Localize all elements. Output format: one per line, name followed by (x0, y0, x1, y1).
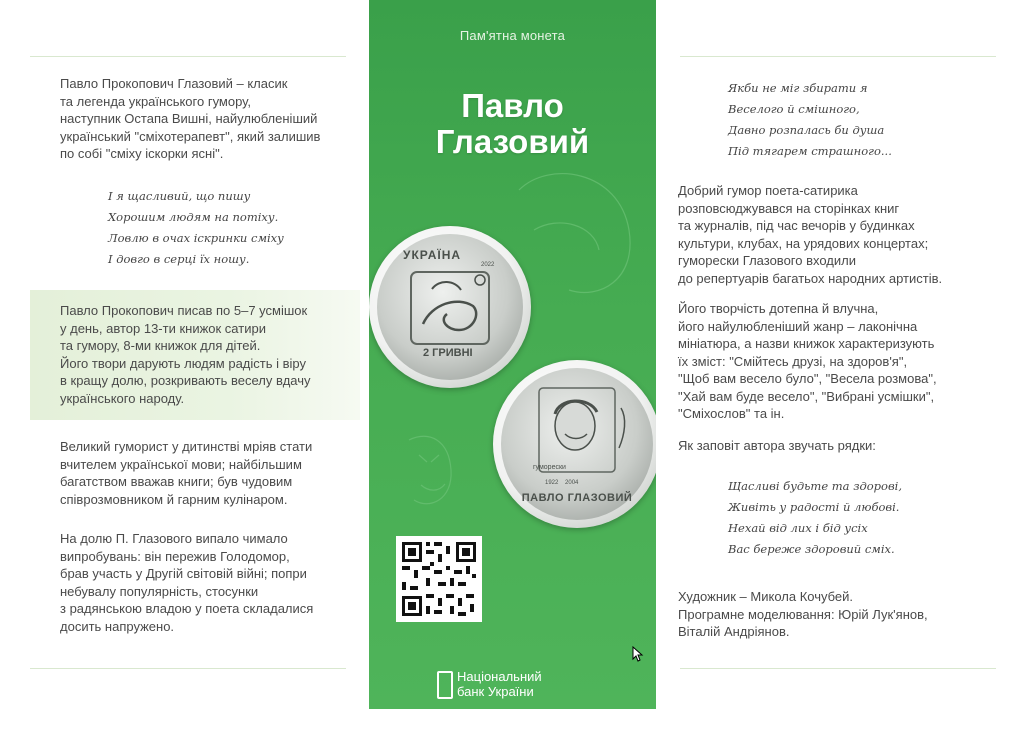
bank-logo (457, 669, 542, 699)
coin-name: ПАВЛО ГЛАЗОВИЙ (521, 492, 633, 504)
bank-logo-icon (437, 671, 453, 699)
title-line: Глазовий (435, 123, 590, 160)
credits-paragraph: Художник – Микола Кочубей. Програмне моделювання: Юрій Лук'янов, Віталій Андріянов. (678, 589, 928, 639)
right-poem-1 (728, 78, 892, 162)
poem-line: Нехай від лих і бід усіх (728, 521, 868, 535)
poem-line: Якби не міг збирати я (728, 81, 868, 95)
poem-line: Живіть у радості й любові. (728, 500, 900, 514)
trident-icon (475, 275, 485, 285)
left-panel (0, 0, 369, 709)
divider-bottom-left (30, 668, 346, 669)
testament-line: Як заповіт автора звучать рядки: (678, 438, 876, 453)
coin-label: гуморески (533, 464, 566, 471)
bank-name-line: банк України (457, 684, 534, 699)
poem-line: Веселого й смішного, (728, 102, 860, 116)
coin-years: 1922 2004 (545, 480, 579, 486)
poem-line: Ловлю в очах іскринки сміху (108, 231, 284, 245)
qr-code-icon (396, 536, 482, 622)
coin-obverse-face (377, 234, 523, 380)
mouse-cursor-icon (632, 646, 644, 662)
left-poem (108, 186, 284, 270)
coin-year: 2022 (481, 262, 495, 268)
qr-code[interactable] (396, 536, 482, 622)
coin-subtitle: Пам'ятна монета (459, 28, 566, 43)
decor-line (534, 223, 599, 250)
intro-paragraph: Павло Прокопович Глазовий – класик та легенда українського гумору, наступник Остапа Вишні, найулюбленіший український "сміхотерапевт", який залишив по собі "сміху іскорки ясні". (60, 76, 321, 161)
coin-obverse (369, 226, 531, 388)
coin-denomination: 2 ГРИВНІ (423, 347, 473, 359)
creativity-paragraph: Його творчість дотепна й влучна, його найулюбленіший жанр – лаконічна мініатюра, а назви книжок характеризують їх зміст: "Смійтесь друзі, на здоров'я", "Щоб вам весело було", "Весела розмова", "Хай вам буде весело", "Вибрані усмішки", "Сміхослов" та ін. (678, 301, 937, 421)
poem-line: Вас береже здоровий сміх. (728, 542, 895, 556)
portrait-icon (555, 402, 595, 450)
decor-line (519, 174, 630, 293)
poem-line: Давно розпалась би душа (728, 123, 885, 137)
page-bottom (0, 709, 1024, 731)
childhood-paragraph: Великий гуморист у дитинстві мріяв стати вчителем української мови; найбільшим багатством вважав книги; був чудовим співрозмовником й гарним кулінаром. (60, 439, 313, 507)
right-panel (656, 0, 1024, 709)
poem-line: Щасливі будьте та здорові, (728, 479, 902, 493)
decor-line (419, 455, 445, 490)
coin-reverse (493, 360, 656, 528)
title-line: Павло (461, 87, 564, 124)
coin-reverse-face (501, 368, 653, 520)
decor-line (409, 436, 451, 504)
poem-line: І довго в серці їх ношу. (108, 252, 250, 266)
right-poem-2 (728, 476, 902, 560)
divider-top-right (680, 56, 996, 57)
center-panel (369, 0, 656, 709)
divider-bottom-right (680, 668, 996, 669)
coin-country: УКРАЇНА (403, 248, 462, 262)
divider-top-left (30, 56, 346, 57)
hardships-paragraph: На долю П. Глазового випало чимало випробувань: він пережив Голодомор, брав участь у Другій світовій війні; попри небувалу популярність, стосунки з радянською владою у поета складалися досить напружено. (60, 531, 314, 634)
bank-name-line: Національний (457, 669, 542, 684)
page-title (369, 88, 656, 160)
poem-line: Хорошим людям на потіху. (108, 210, 279, 224)
poem-line: Під тягарем страшного... (728, 144, 892, 158)
poem-line: І я щасливий, що пишу (108, 189, 251, 203)
highlight-paragraph: Павло Прокопович писав по 5–7 усмішок у день, автор 13-ти книжок сатири та гумору, 8-ми книжок для дітей. Його твори дарують людям радість і віру в кращу долю, розкривають веселу вдачу українського народу. (60, 303, 311, 406)
repertoire-paragraph: Добрий гумор поета-сатирика розповсюджувався на сторінках книг та журналів, під час вечорів у будинках культури, клубах, на урядових концертах; гуморески Глазового входили до репертуарів багатьох народних артистів. (678, 183, 943, 286)
